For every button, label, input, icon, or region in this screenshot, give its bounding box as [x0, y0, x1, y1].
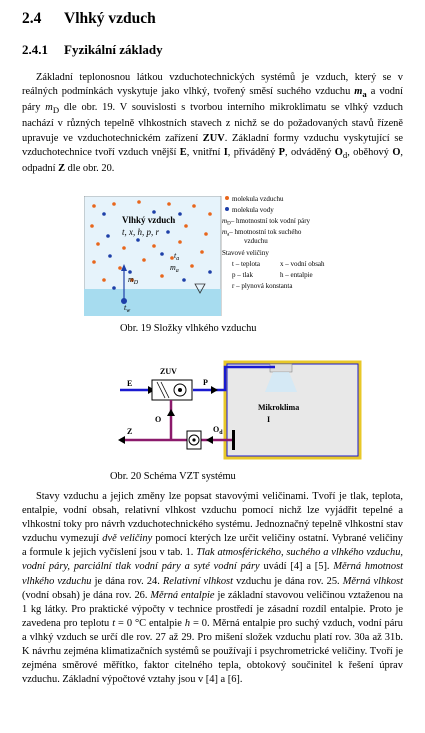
symbol-zuv: ZUV	[202, 132, 225, 144]
water-layer	[84, 289, 221, 316]
e-label: E	[127, 379, 133, 388]
subsection-heading	[22, 42, 163, 58]
o-arrow	[167, 409, 175, 416]
symbol-t: t	[112, 617, 116, 629]
legend-ma-line2: vzduchu	[244, 237, 268, 245]
symbol-p: P	[278, 146, 286, 158]
legend-p: p – tlak	[232, 271, 253, 279]
legend-r: r – plynová konstanta	[232, 282, 293, 290]
supply-fan-hub	[178, 388, 182, 392]
label-ma: $m_a$	[170, 263, 179, 274]
text-span: pomocí kterých lze určit veličiny ostatní. Vybrané veličiny a formule k jejich vyčíslení jsou v tab. 1.	[22, 533, 404, 559]
figure-19-moist-air	[84, 196, 369, 316]
room-label: Mikroklima	[258, 403, 300, 412]
text-span: dle obr. 20.	[65, 162, 115, 174]
z-arrow	[118, 436, 125, 444]
subsection-title: Fyzikální základy	[64, 42, 163, 57]
label-ta: $t_a$	[174, 251, 180, 262]
legend-air-molecule: molekula vzduchu	[232, 196, 284, 203]
emphasis: dvě veličiny	[102, 533, 153, 545]
p-label: P	[203, 378, 208, 387]
text-span: vzduchu je dána rov. 25.	[232, 575, 343, 587]
room-label-i: I	[267, 415, 271, 424]
symbol-od: O	[334, 146, 343, 158]
legend-t: t – teplota	[232, 260, 260, 268]
emphasis: Měrná hmotnost vlhkého vzduchu	[22, 561, 404, 587]
exhaust-grille	[232, 430, 235, 450]
zuv-label: ZUV	[160, 367, 177, 376]
text-span: (vodní obsah) je dána rov. 26.	[22, 589, 151, 601]
text-span: , přiváděný	[227, 146, 279, 158]
symbol-z: Z	[58, 162, 66, 174]
text-span: , odpadní	[22, 146, 404, 174]
symbol-od-sub: d	[342, 149, 348, 160]
o-label: O	[155, 415, 162, 424]
emphasis: Měrná entalpie	[150, 589, 215, 601]
legend-md: $m_D-$ hmotnostní tok vodní páry	[222, 217, 311, 227]
air-molecule-marker	[225, 196, 229, 200]
text-span: uvádí [4] a [5].	[259, 561, 334, 573]
label-tw: $t_w$	[124, 303, 131, 314]
od-arrow	[206, 436, 213, 444]
symbol-md-sub: D	[52, 105, 60, 116]
section-title: Vlhký vzduch	[64, 10, 156, 27]
figure-19-legend	[222, 196, 325, 290]
emphasis: Tlak atmosférického, suchého a vlhkého vzduchu, vodní páry, parciální tlak vodní páry a syté vodní páry	[22, 547, 403, 573]
text-span: = 0. Měrná entalpie pro suchý vzduch, vodní páru a vlhký vzduch se určí dle rov. 27 až 29. Pro mišení složek vzduchu platí rov. 30a až 31b. K návrhu zejména klimatizačních systémů se používají i psychrometrické veličiny. Tvoří je zejména směrové měřítko, faktor citelného tepla, obtokový součinitel k řešení úprav vzduchu. Základní výpočtové vztahy jsou v [4] a [6].	[22, 617, 403, 686]
text-span: je základní stavovou veličinou vztaženou na 1 kg látky. Pro praktické výpočty v technice prostředí je zásadní rozdíl entalpie. Proto je zavedena pro teplotu	[22, 589, 403, 629]
emphasis: Relativní vlhkost	[162, 575, 233, 587]
od-label: $O_d$	[213, 425, 223, 436]
intro-paragraph	[22, 71, 403, 176]
text-span: Stavy vzduchu a jejich změny lze popsat stavovými veličinami. Tvoří je tlak, teplota, entalpie, vodní obsah, relativní vlhkost vzduchu pomocí nichž lze vyjádřit tepelné a vlhkostní toky pro návrh vzduchotechnického systému. Jednoznačný tepelně vlhkostní stav vzduchu vymezují	[22, 491, 403, 545]
symbol-e: E	[179, 146, 187, 158]
legend-h: h – entalpie	[280, 271, 313, 279]
symbol-o: O	[392, 146, 401, 158]
legend-state-title: Stavové veličiny	[222, 249, 269, 257]
text-span: a vodní páry	[22, 86, 403, 114]
state-variables-paragraph	[22, 490, 403, 687]
legend-water-molecule: molekula vody	[232, 206, 274, 214]
section-number: 2.4	[22, 10, 42, 27]
box-variables: t, x, h, p, r	[122, 227, 159, 237]
text-span: , oběhový	[347, 146, 393, 158]
section-heading	[22, 10, 156, 28]
symbol-ma-sub: a	[362, 89, 367, 100]
symbol-ma: m	[354, 86, 363, 98]
figure-20-caption: Obr. 20 Schéma VZT systému	[110, 471, 236, 482]
water-molecule-marker	[225, 207, 229, 211]
text-span: , vnitřní	[186, 146, 224, 158]
text-span: Základní teplonosnou látkou vzduchotechnických systémů je vzduch, který se v reálných podmínkách vyskytuje jako vlhký, tvořený směsí suchého vzduchu	[22, 72, 403, 98]
p-arrow	[211, 386, 218, 394]
box-title: Vlhký vzduch	[122, 215, 176, 225]
text-span: je dána rov. 24.	[91, 575, 163, 587]
text-span: . Základní formy vzduchu vyskytující se vzduchotechnice tvoří vzduch vnější	[22, 132, 403, 158]
symbol-i: I	[223, 146, 228, 158]
subsection-number: 2.4.1	[22, 42, 48, 57]
exhaust-fan-hub	[192, 438, 195, 441]
z-label: Z	[127, 427, 133, 436]
text-span: = 0 °C entalpie	[115, 617, 185, 629]
label-md: $m_D$	[128, 275, 139, 286]
figure-19-caption: Obr. 19 Složky vlhkého vzduchu	[120, 323, 257, 334]
symbol-h: h	[184, 617, 191, 629]
text-span: dle obr. 19. V souvislosti s tvorbou interního mikroklimatu se vlhký vzduch nachází v různých tepelně vlhkostních stavech z nichž se do požadovaných stavů řízeně upravuje ve vzduchotechnickém zařízení	[22, 102, 403, 144]
figure-20-hvac-schema	[115, 352, 375, 462]
text-span: , odváděný	[285, 146, 335, 158]
emphasis: Měrná vlhkost	[342, 575, 403, 587]
legend-ma: $m_a-$ hmotnostní tok suchého	[222, 228, 302, 238]
legend-x: x – vodní obsah	[280, 260, 325, 268]
symbol-md: m	[45, 102, 53, 114]
